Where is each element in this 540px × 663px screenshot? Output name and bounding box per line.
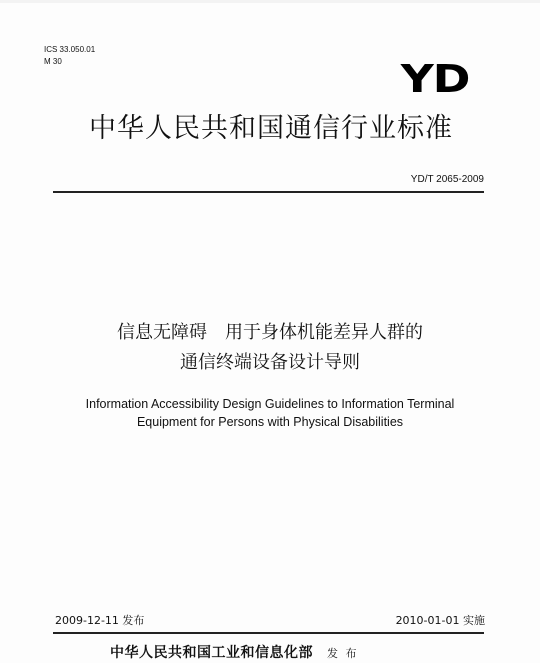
chinese-title-line-1: 信息无障碍 用于身体机能差异人群的 [117,322,423,343]
publisher-organization: 中华人民共和国工业和信息化部 [110,645,313,661]
standard-type-heading: 中华人民共和国通信行业标准 [89,113,453,144]
header-divider [53,191,484,193]
issue-date: 2009-12-11 发布 [55,614,145,627]
footer-divider [53,632,484,634]
ics-code: ICS 33.050.01 [44,45,96,54]
standard-number: YD/T 2065-2009 [410,174,484,185]
chinese-title-line-2: 通信终端设备设计导则 [180,352,360,373]
page-top-edge [0,0,540,3]
yd-logo: YD [400,57,470,101]
ccs-code: M 30 [44,57,62,66]
chinese-title [30,318,510,378]
english-title [20,395,520,431]
publish-label: 发 布 [327,647,359,660]
publisher-line [110,644,359,663]
english-title-line-2: Equipment for Persons with Physical Disabilities [136,415,404,429]
classification-codes [44,44,95,68]
english-title-line-1: Information Accessibility Design Guidelines to Information Terminal [85,397,455,411]
implementation-date: 2010-01-01 实施 [395,614,485,627]
